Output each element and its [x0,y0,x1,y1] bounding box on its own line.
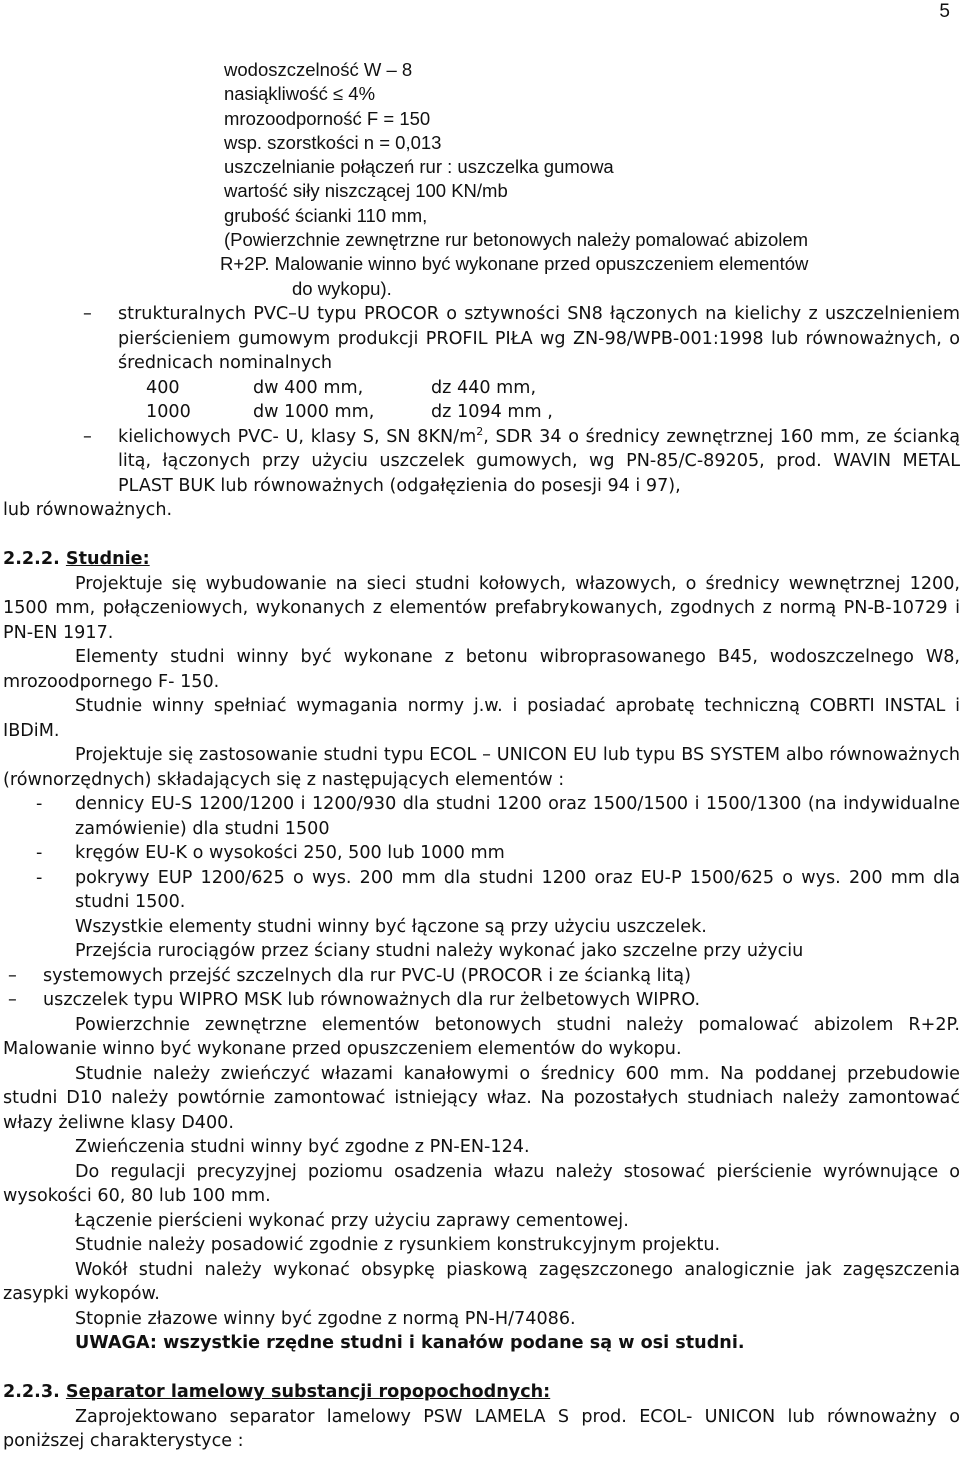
material-properties-list [220,58,808,301]
list-item: wsp. szorstkości n = 0,013 [224,131,442,153]
list-item [3,964,960,989]
dash-bullet: – [8,990,17,1010]
dash-bullet: - [36,843,43,863]
section-number: 2.2.2. [3,549,60,569]
outer-diameter: dz 440 mm, [431,377,537,398]
section-heading-separator [3,1380,960,1405]
dash-bullet: - [36,794,43,814]
list-item-text: dennicy EU-S 1200/1200 i 1200/930 dla studni 1200 oraz 1500/1500 i 1500/1300 (na indywidualne zamówienie) dla studni 1500 [75,794,960,839]
inner-diameter: dw 400 mm, [253,377,364,398]
list-item-text: pokrywy EUP 1200/625 o wys. 200 mm dla studni 1200 oraz EU-P 1500/625 o wys. 200 mm dla studni 1500. [75,867,960,912]
page-number: 5 [939,1,950,22]
note: UWAGA: wszystkie rzędne studni i kanałów podane są w osi studni. [75,1333,745,1353]
socket-pipe-tail: lub równoważnych. [3,500,173,520]
section-number: 2.2.3. [3,1382,60,1402]
list-item: wartość siły niszczącej 100 KN/mb [224,180,508,202]
nominal-diameter: 1000 [146,402,191,422]
list-item-text: kręgów EU-K o wysokości 250, 500 lub 1000 mm [75,843,505,863]
paragraph: Przejścia rurociągów przez ściany studni należy wykonać jako szczelne przy użyciu [75,941,804,961]
document-body [3,302,960,1454]
paragraph: Projektuje się wybudowanie na sieci studni kołowych, włazowych, o średnicy wewnętrznej 1200, 1500 mm, połączeniowych, wykonanych z elementów prefabrykowanych, zgodnych z normą PN-B-10729 i PN-EN 1917. [3,573,960,643]
superscript: 2 [476,424,484,438]
pipe-spec-item [3,302,960,376]
dash-bullet: – [8,965,17,986]
list-item [3,866,960,915]
paragraph: Studnie należy zwieńczyć włazami kanałowymi o średnicy 600 mm. Na poddanej przebudowie studni D10 należy powtórnie zamontować istniejący właz. Na pozostałych studniach należy zamontować włazy żeliwne klasy D400. [3,1063,960,1133]
section-title: Studnie: [65,549,150,569]
paragraph: Elementy studni winny być wykonane z betonu wibroprasowanego B45, wodoszczelnego W8, mrozoodpornego F- 150. [3,647,960,692]
outer-diameter: dz 1094 mm , [431,402,553,422]
list-item [3,792,960,841]
socket-pipe-text-a: kielichowych PVC- U, klasy S, SN 8KN/m [118,426,477,447]
nominal-diameter: 400 [146,377,180,398]
pipe-spec-text: strukturalnych PVC–U typu PROCOR o sztywności SN8 łączonych na kielichy z uszczelnieniem pierścieniem gumowym produkcji PROFIL PIŁA wg ZN-98/WPB-001:1998 lub równoważnych, o średnicach nominalnych [118,304,960,373]
list-item: R+2P. Malowanie winno być wykonane przed opuszczeniem elementów [220,253,809,275]
list-item [3,841,960,866]
inner-diameter: dw 1000 mm, [253,402,375,422]
paragraph: Stopnie złazowe winny być zgodne z normą PN-H/74086. [75,1308,576,1329]
list-item: mrozoodporność F = 150 [224,107,431,129]
paragraph: Do regulacji precyzyjnej poziomu osadzenia włazu należy stosować pierścienie wyrównujące o wysokości 60, 80 lub 100 mm. [3,1161,960,1206]
list-item: grubość ścianki 110 mm, [224,204,428,226]
paragraph: Wszystkie elementy studni winny być łączone są przy użyciu uszczelek. [75,916,707,937]
dash-bullet: – [83,426,92,447]
list-item: (Powierzchnie zewnętrzne rur betonowych należy pomalować abizolem [224,229,809,251]
section-heading-wells [3,547,960,572]
list-item-text: uszczelek typu WIPRO MSK lub równoważnych dla rur żelbetowych WIPRO. [43,990,701,1010]
socket-pipe-item [3,425,960,499]
paragraph: Studnie należy posadowić zgodnie z rysunkiem konstrukcyjnym projektu. [75,1235,721,1255]
socket-pipe-text-b: , SDR 34 o średnicy zewnętrznej 160 mm, ze ścianką litą, łączonych przy użyciu uszczelek gumowych, wg PN-85/C-89205, prod. WAVIN METAL PLAST BUK lub równoważnych (odgałęzienia do posesji 94 i 97), [118,426,960,496]
paragraph: Projektuje się zastosowanie studni typu ECOL – UNICON EU lub typu BS SYSTEM albo równoważnych (równorzędnych) składających się z następujących elementów : [3,745,960,790]
list-item: do wykopu). [292,277,392,299]
paragraph: Zaprojektowano separator lamelowy PSW LAMELA S prod. ECOL- UNICON lub równoważny o poniższej charakterystyce : [3,1406,960,1451]
paragraph: Powierzchnie zewnętrzne elementów betonowych studni należy pomalować abizolem R+2P. Malowanie winno być wykonane przed opuszczeniem elementów do wykopu. [3,1014,960,1059]
dimension-row [3,400,960,425]
paragraph: Wokół studni należy wykonać obsypkę piaskową zagęszczonego analogicznie jak zagęszczenia zasypki wykopów. [3,1259,960,1304]
list-item-text: systemowych przejść szczelnych dla rur PVC-U (PROCOR i ze ścianką litą) [43,965,691,986]
paragraph: Studnie winny spełniać wymagania normy j.w. i posiadać aprobatę techniczną COBRTI INSTAL i IBDiM. [3,696,960,741]
paragraph: Zwieńczenia studni winny być zgodne z PN-EN-124. [75,1137,530,1157]
dash-bullet: – [83,304,92,324]
dimension-row [3,376,960,401]
list-item [3,988,960,1013]
list-item: uszczelnianie połączeń rur : uszczelka gumowa [224,156,614,178]
list-item: nasiąkliwość ≤ 4% [224,83,376,105]
paragraph: Łączenie pierścieni wykonać przy użyciu zaprawy cementowej. [75,1210,629,1231]
list-item: wodoszczelność W – 8 [224,59,413,80]
dash-bullet: - [36,867,43,888]
section-title: Separator lamelowy substancji ropopochodnych: [65,1382,551,1402]
